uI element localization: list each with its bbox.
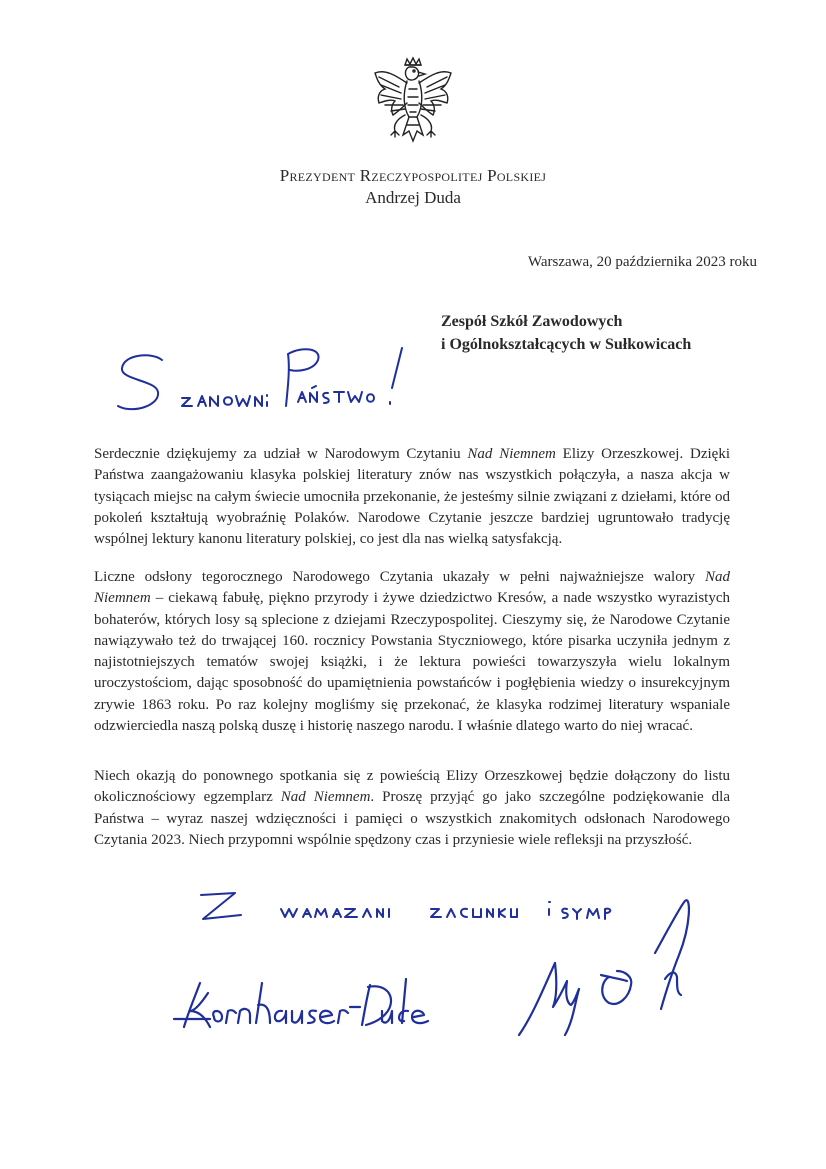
paragraph-3-text-a: Niech okazją do ponownego spotkania się z powieścią Elizy Orzeszkowej będzie dołączony do listu okolicznościowy egzemplarz [94, 768, 730, 806]
president-name: Andrzej Duda [365, 188, 461, 207]
date-line: Warszawa, 20 października 2023 roku [527, 254, 757, 270]
recipient-line-2: i Ogólnokształcących w Sułkowicach [441, 336, 692, 353]
paragraph-3-text-b: . Proszę przyjąć go jako szczególne podziękowanie dla Państwa – wyraz naszej wdzięczności i pamięci o wszystkich znakomitych odsłonach Narodowego Czytania 2023. Niech przypomni wspólnie spędzony czas i przyniesie wiele refleksji na przyszłość. [94, 789, 730, 848]
paragraph-2-text-b: – ciekawą fabułę, piękno przyrody i żywe dziedzictwo Kresów, a nade wszystko wyrazistych bohaterów, których losy są splecione z dziejami Rzeczypospolitej. Cieszymy się, że Narodowe Czytanie nawiązywało też do trwającej 160. rocznicy Powstania Styczniowego, które pisarka uczyniła jednym z najistotniejszych tematów swojej książki, i że lektura powieści towarzyszyła wielu lokalnym uroczystościom, dając sposobność do upamiętnienia powstańców i pogłębienia wiedzy o insurekcyjnym zrywie 1863 roku. Po raz kolejny mogliśmy się przekonać, że klasyka rodzimej literatury wspaniale odzwierciedla naszą polską duszę i historię naszego narodu. I właśnie dlatego warto do niej wracać. [94, 590, 730, 735]
signature-andrzej-duda-image [505, 885, 705, 1055]
paragraph-2 [94, 567, 730, 737]
signature-kornhauser-duda-image [170, 975, 440, 1035]
paragraph-2-text-a: Liczne odsłony tegorocznego Narodowego Czytania ukazały w pełni najważniejsze walory [94, 569, 705, 585]
paragraph-1-text-b: Elizy Orzeszkowej. Dzięki Państwa zaangażowaniu klasyka polskiej literatury znów nas wszystkich połączyła, a nasza akcja w tysiącach miejsc na całym świecie umocniła przekonanie, że jesteśmy silnie związani z dziełami, które od pokoleń kształtują wyobraźnię Polaków. Narodowe Czytanie jeszcze bardziej ugruntowało tradycję wspólnej lektury kanonu literatury polskiej, co jest dla nas wielką satysfakcją. [94, 446, 730, 548]
polish-eagle-emblem-icon [365, 55, 461, 155]
book-title: Nad Niemnem [94, 569, 730, 607]
paragraph-3 [94, 766, 730, 851]
paragraph-1-text-a: Serdecznie dziękujemy za udział w Narodowym Czytaniu [94, 446, 468, 462]
book-title: Nad Niemnem [280, 789, 371, 806]
book-title: Nad Niemnem [467, 446, 556, 462]
recipient-line-1: Zespół Szkół Zawodowych [441, 313, 623, 330]
handwritten-salutation-image [112, 340, 412, 420]
paragraph-1 [94, 444, 730, 550]
office-title: Prezydent Rzeczypospolitej Polskiej [279, 166, 547, 185]
recipient-address [441, 310, 691, 356]
